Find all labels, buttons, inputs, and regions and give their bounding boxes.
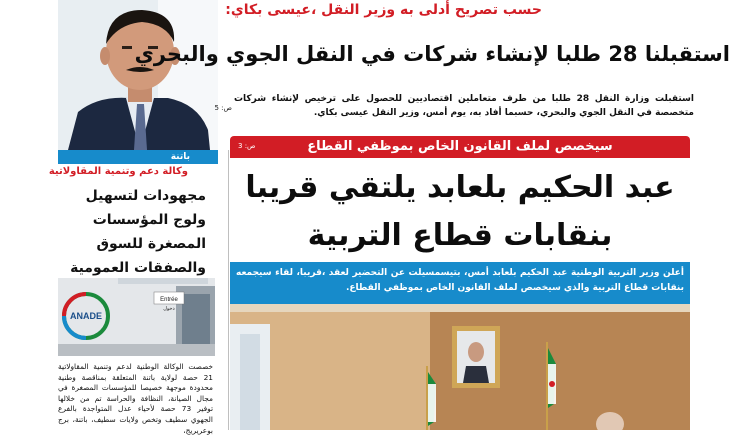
left-story-body: خصصت الوكالة الوطنية لدعم وتنمية المقاولاتية 21 حصة لولاية باتنة المتعلقة بمناقصة وطنية محدودة موجهة خصيصا للمؤسسات المصغرة في مجال الصيانة، النظافة والحراسة تم من خلالها توفير 73 حصة لأحياء عدل المتواجدة بالفرع الجهوي سطيف وتخص ولايات سطيف، باتنة، برج بوعريريج، (58, 362, 213, 435)
entree-sign-ar-text: دخول (163, 306, 175, 312)
top-story-kicker: حسب تصريح أدلى به وزير النقل ،عيسى بكاي: (225, 2, 542, 18)
main-headline-line-2: بنقابات قطاع التربية (307, 218, 613, 253)
top-story-page-ref: ص: 5 (214, 104, 232, 112)
main-headline-line-1: عبد الحكيم بلعابد يلتقي قريبا (245, 170, 675, 205)
top-story-lead: استقبلت وزارة النقل 28 طلبا من طرف متعاملين اقتصاديين للحصول على ترخيص لإنشاء شركات متخصصة في النقل الجوي والبحري، حسبما أفاد به، يوم أمس، وزير النقل عيسى بكاي. (234, 94, 694, 118)
column-divider (228, 150, 229, 430)
main-story-lead: أعلن وزير التربية الوطنية عبد الحكيم بلعابد أمس، بتيسمسيلت عن التحضير لعقد ،قريبا، لقاء سيجمعه بنقابات قطاع التربية والذي سيخصص لملف القانون الخاص بموظفي القطاع. (236, 268, 684, 293)
minister-meeting-photo (230, 304, 690, 430)
main-kicker-page-ref: ص: 3 (238, 142, 256, 150)
anade-logo-text: ANADE (69, 311, 103, 321)
left-section-bar (58, 150, 218, 164)
left-story-headline[interactable]: مجهودات لتسهيل ولوج المؤسسات المصغرة للسوق والصفقات العمومية (70, 188, 206, 276)
minister-portrait-photo (58, 0, 218, 150)
meeting-room-illustration (230, 304, 690, 430)
anade-office-photo (58, 278, 215, 356)
left-story-kicker: وكالة دعم وتنمية المقاولاتية (48, 166, 188, 177)
entree-sign-text: Entrée (160, 297, 178, 303)
left-section-label[interactable]: باتنة (170, 152, 190, 162)
top-story-headline[interactable]: استقبلنا 28 طلبا لإنشاء شركات في النقل الجوي والبحري (134, 42, 730, 66)
portrait-illustration (58, 0, 218, 150)
anade-office-illustration (58, 278, 215, 356)
main-story-kicker: سيخصص لملف القانون الخاص بموظفي القطاع (307, 139, 613, 154)
main-story-headline[interactable] (232, 164, 688, 260)
